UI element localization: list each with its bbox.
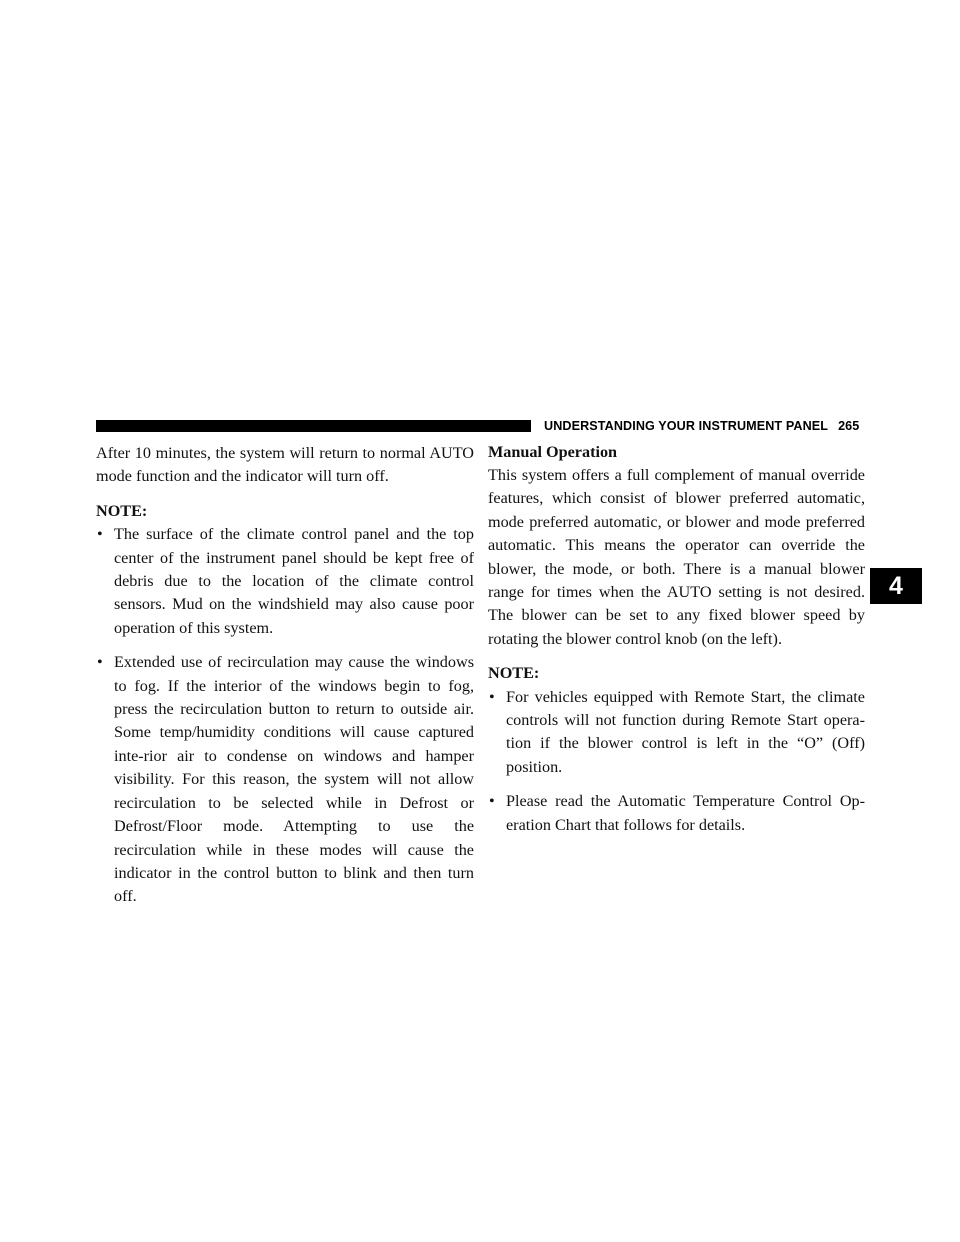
body-paragraph: This system offers a full complement of manual override features, which consist of blower preferred automatic, mode preferred automatic, or blower and mode preferred automatic. This means the operator can override the blower, the mode, or both. There is a manual blower range for times when the AUTO setting is not desired. The blower can be set to any fixed blower speed by rotating the blower control knob (on the left). — [488, 466, 865, 648]
note-list — [96, 523, 474, 909]
list-item — [488, 790, 865, 837]
list-item-text: The surface of the climate control panel and the top center of the instrument panel should be kept free of debris due to the location of the climate control sensors. Mud on the windshield may also cause poor operation of this system. — [114, 525, 474, 637]
section-title: UNDERSTANDING YOUR INSTRUMENT PANEL — [544, 419, 829, 433]
list-item-text: Extended use of recirculation may cause the windows to fog. If the interior of the windows begin to fog, press the recirculation button to return to outside air. Some temp/humidity conditions will cause captured inte-rior air to condense on windows and hamper visibility. For this reason, the system will not allow recirculation to be selected while in Defrost or Defrost/Floor mode. Attempting to use the recirculation while in these modes will cause the indicator in the control button to blink and then turn off. — [114, 653, 474, 906]
bullet-glyph: • — [489, 687, 495, 706]
right-column — [488, 444, 865, 837]
list-item — [96, 523, 474, 640]
list-item-text: For vehicles equipped with Remote Start, the climate controls will not function during Remote Start opera-tion if the blower control is left in the “O” (Off) position. — [506, 687, 865, 776]
list-item — [488, 686, 865, 780]
chapter-tab: 4 — [870, 568, 922, 604]
note-label: NOTE: — [96, 501, 148, 520]
list-item — [96, 651, 474, 908]
bullet-glyph: • — [97, 525, 103, 544]
page-number: 265 — [838, 419, 860, 433]
note-label: NOTE: — [488, 664, 540, 683]
bullet-glyph: • — [489, 792, 495, 811]
header-rule — [96, 420, 531, 432]
left-column — [96, 442, 474, 909]
section-heading: Manual Operation — [488, 443, 618, 461]
note-list — [488, 686, 865, 837]
bullet-glyph: • — [97, 653, 103, 672]
intro-paragraph: After 10 minutes, the system will return to normal AUTO mode function and the indicator will turn off. — [96, 444, 474, 486]
list-item-text: Please read the Automatic Temperature Control Op-eration Chart that follows for details. — [506, 792, 865, 834]
running-header — [544, 418, 859, 434]
